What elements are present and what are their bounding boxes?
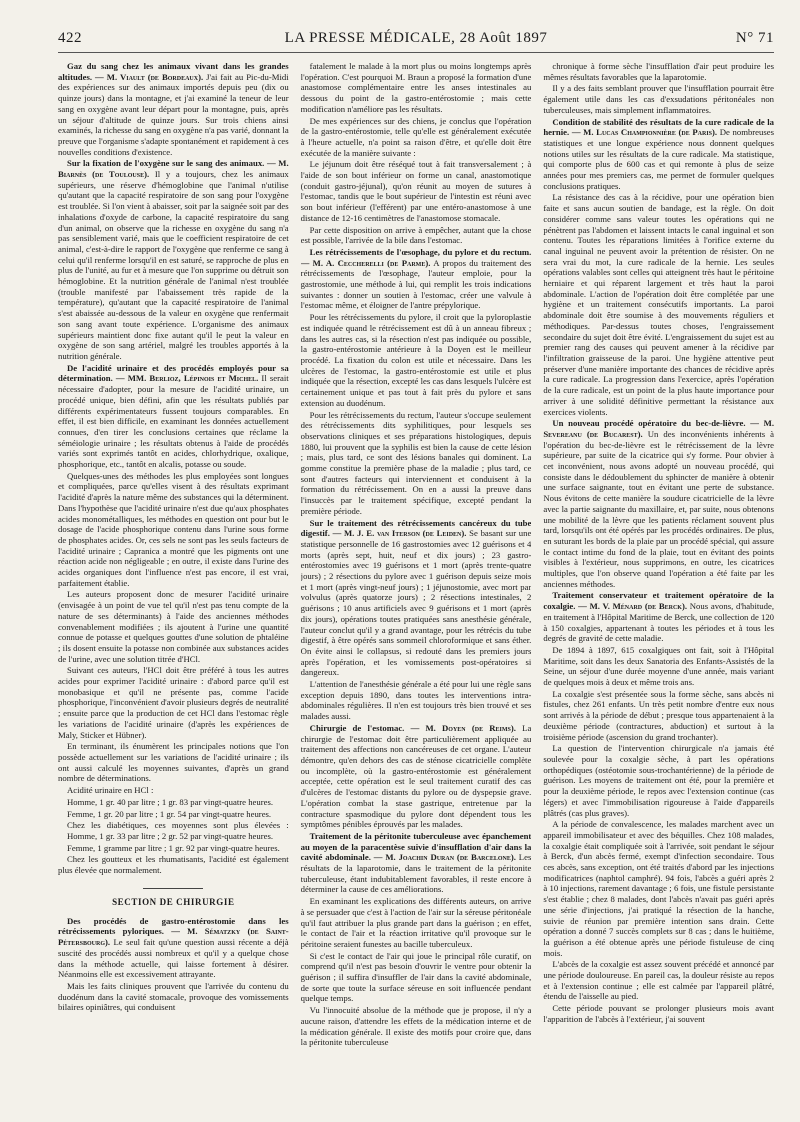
- paragraph-text: Suivant ces auteurs, l'HCl doit être préféré à tous les autres acides pour exprimer l'acidité urinaire : d'abord parce qu'il est monobasique et qu'il ne présente pas, comme l'acide phosphorique, l'inconvénient d'avoir plusieurs degrés de neutralité ; ensuite parce que la production de cet HCl dans l'estomac règle les variations de l'acidité urinaire (d'après les expériences de Maly, Sticker et Hübner).: [58, 665, 289, 740]
- paragraph: [301, 1005, 532, 1048]
- paragraph-text: chronique à forme sèche l'insufflation d'air peut produire les mêmes résultats favorables que la laparotomie.: [543, 61, 774, 82]
- paragraph-text: Nous avons, d'habitude, en traitement à l'Hôpital Maritime de Berck, une collection de 120 à 150 coxalgies, appartenant à toutes les périodes et à tous les degrés de gravité de cette maladie.: [543, 601, 774, 644]
- paragraph: [58, 61, 289, 157]
- paragraph: [301, 723, 532, 830]
- figure-line: [58, 843, 289, 854]
- article-author: — M. Joachin Duran (de Barcelone).: [370, 852, 516, 863]
- paragraph-text: Pour les rétrécissements du rectum, l'auteur s'occupe seulement des rétrécissements dits syphilitiques, pour lesquels ses observations cliniques et ses préparations histologiques, depuis 1880, lui prouvent que la syphilis est bien la cause de cette lésion ; mais, plus tard, ce sont des lésions banales qui dominent. La gomme constitue la première phase de la maladie ; plus tard, ce sont d'autres facteurs qui interviennent et conduisent à la formation du rétrécissement. On en a aussi la preuve dans l'insuccès par le traitement spécifique, excepté pendant la première période.: [300, 409, 532, 516]
- paragraph-text: En examinant les explications des différents auteurs, on arrive à se persuader que c'est à l'action de l'air sur la séreuse péritonéale qu'il faut attribuer la plus grande part dans la guérison ; en effet, le contact de l'air et la réaction irritative qu'il provoque sur le péritoine seraient funestes au bacille tuberculeux.: [300, 896, 532, 949]
- paragraph: [301, 159, 532, 223]
- article-heading: Traitement de la péritonite tuberculeuse avec épanchement au moyen de la paracentèse suivie d'insufflation d'air dans la cavité abdominale.: [300, 830, 532, 863]
- paragraph-text: Le jéjunum doit être réséqué tout à fait transversalement ; à l'aide de son bout inférieur on forme un canal, anastomotique (conduit gastro-jéjunal), qu'on réunit au moyen de sutures à l'estomac, tandis que le bout supérieur de l'intestin est réuni avec son bout inférieur (l'efférent) par une entéro-anastomose à une distance de 12-16 centimètres de l'anastomose stomacale.: [300, 159, 532, 223]
- column-3: [543, 61, 774, 1111]
- paragraph: [301, 951, 532, 1005]
- paragraph: [301, 679, 532, 722]
- figure-line: [58, 809, 289, 820]
- paragraph-text: Chez les diabétiques, ces moyennes sont plus élevées : Homme, 1 gr. 33 par litre ; 2 gr. 52 par vingt-quatre heures.: [67, 820, 289, 841]
- article-heading: Des procédés de gastro-entérostomie dans les rétrécissements pyloriques.: [58, 915, 289, 937]
- paragraph-text: Femme, 1 gr. 20 par litre ; 1 gr. 54 par vingt-quatre heures.: [67, 808, 272, 819]
- paragraph-text: fatalement le malade à la mort plus ou moins longtemps après l'opération. C'est pourquoi M. Braun a proposé la formation d'une anastomose complémentaire entre les anses intestinales au dessous du point de la gastro-entérostomie ; mais cette modification n'améliore pas les résultats.: [300, 61, 532, 114]
- figure-line: [58, 785, 289, 796]
- paragraph-text: Homme, 1 gr. 40 par litre ; 1 gr. 83 par vingt-quatre heures.: [67, 796, 274, 807]
- paragraph-text: A propos du traitement des rétrécissements de l'œsophage, l'auteur emploie, pour la gastrostomie, une méthode à lui, qui remplit les trois indications suivantes : donner un soutien à l'estomac, créer une valvule à l'estomac même, et éloigner de l'antre prépylorique.: [300, 257, 532, 311]
- article-author: — M. Severeanu (de Bucarest).: [543, 418, 774, 439]
- text-columns: [58, 61, 774, 1111]
- paragraph-text: Par cette disposition on arrive à empêcher, autant que la chose est possible, l'arrivée de la bile dans l'estomac.: [300, 224, 532, 246]
- paragraph: [58, 158, 289, 361]
- column-1: [58, 61, 289, 1111]
- paragraph-text: De mes expériences sur des chiens, je conclus que l'opération de la gastro-entérostomie, telle qu'elle est généralement exécutée à l'heure actuelle, n'a point sa raison d'être, et qu'elle doit être exécutée de la manière suivante :: [300, 115, 532, 158]
- paragraph: [301, 247, 532, 311]
- figure-line: [58, 797, 289, 808]
- paragraph-text: Femme, 1 gramme par litre ; 1 gr. 92 par vingt-quatre heures.: [67, 842, 280, 853]
- article-heading: Un nouveau procédé opératoire du bec-de-lièvre.: [552, 418, 746, 429]
- article-heading: Traitement conservateur et traitement opératoire de la coxalgie.: [543, 590, 774, 612]
- paragraph: [301, 896, 532, 950]
- paragraph-text: La chirurgie de l'estomac doit être particulièrement appliquée au traitement des affections non cancéreuses de cet organe. L'auteur démontre, qu'en dehors des cas de sténose cicatricielle complète ou incomplète, où la gastro-entérostomie est généralement acceptée, cette opération est le seul traitement curatif des cas d'ulcères de l'estomac distants du pylore ou de dyspepsie grave. L'opération combat la stase gastrique, entretenue par la contracture spasmodique du pylore dont dépendent tous les symptômes pénibles éprouvés par les malades.: [300, 722, 532, 830]
- paragraph-text: L'attention de l'anesthésie générale a été pour lui une règle sans exception depuis 1890, dans toutes les interventions intra-abdominales régulières. Il n'en est toujours très bien trouvé et ses malades aussi.: [300, 679, 532, 722]
- paragraph: [543, 819, 774, 958]
- paragraph-text: En terminant, ils énumèrent les principales notions que l'on possède actuellement sur les variations de l'acidité urinaire ; ils ont aussi calculé les moyennes suivantes, d'après un grand nombre de déterminations.: [58, 741, 289, 784]
- paragraph-text: La question de l'intervention chirurgicale n'a jamais été soulevée pour la coxalgie sèche, à part les opérations orthopédiques (ostéotomie sous-trochantérienne) de la période de guérison. Les moyens de traitement ont été, pour la première et pour la deuxième période, le repos avec l'extension continue (cas légers) et avec l'immobilisation rigoureuse à l'aide d'appareils plâtrés (cas plus graves).: [543, 743, 774, 818]
- paragraph: [301, 61, 532, 115]
- paragraph: [543, 689, 774, 743]
- paragraph: [543, 590, 774, 644]
- article-author: — M. Biarnès (de Toulouse).: [58, 158, 289, 180]
- article-author: — M. V. Ménard (de Berck).: [575, 601, 688, 612]
- paragraph-text: Mais les faits cliniques prouvent que l'arrivée du contenu du duodénum dans la cavité stomacale, provoque des vomissements bilaires opiniâtres, qui conduisent: [58, 980, 289, 1013]
- paragraph-text: La résistance des cas à la récidive, pour une opération bien faite et sans aucun soutien de bandage, est la règle. On doit considérer comme sans valeur toutes les opérations qui ne pénètrent pas l'abdomen et laissent intacts le canal inguinal et son contenu. Toutes les réparations limitées à l'orifice externe du canal inguinal ne peuvent avoir la prétention de résister. On ne sera vrai du mot, la cure radicale de la hernie. Les seules opérations valables sont celles qui atteignent très haut le péritoine herniaire et qui réparent largement et très haut la paroi abdominale. L'action de l'opération doit être complétée par une hygiène et un traitement consécutifs importants. La paroi abdominale doit être soumise à des mouvements réguliers et méthodiques. Par-dessus toutes choses, l'engraissement secondaire du sujet doit être évité. L'engraissement du sujet est au premier rang des causes qui peuvent amener à la récidive par l'infiltration graisseuse de la paroi. Une hygiène attentive peut préserver d'une manière importante des chances de récidive après la cure radicale. La progression dans l'exercice, après l'opération de la cure radicale, est un point de la plus haute importance pour arriver à une solidité définitive permettant la résistance aux exercices violents.: [543, 192, 774, 417]
- paragraph: [58, 471, 289, 589]
- article-heading: Chirurgie de l'estomac.: [309, 722, 405, 733]
- paragraph-text: A la période de convalescence, les malades marchent avec un appareil immobilisateur et avec des béquilles. Chez 108 malades, la coxalgie était compliquée soit à l'arrivée, soit pendant le séjour à Berck, d'un abcès fermé, exempt d'infection secondaire. Tous ces abcès, sans exception, ont été traités d'abord par les injections modificatrices (naphtol camphré). 94 fois, l'abcès a guéri après 2 à 10 injections, rarement davantage ; 6 fois, une fistule persistante s'est établie ; chez 8 malades, dont l'abcès n'avait pas guéri après une série d'injections, j'ai pratiqué la résection de la hanche, suivie de réunion par première intention sans drain. Cette opération a donné 7 succès complets sur 8 cas ; dans le huitième, la guérison a été obtenue après une période fistuleuse de cinq mois.: [543, 819, 774, 958]
- article-author: — M. Sématzky (de Saint-Pétersbourg).: [58, 926, 289, 948]
- article-heading: Sur la fixation de l'oxygène sur le sang des animaux.: [67, 158, 265, 169]
- paragraph: [543, 61, 774, 82]
- issue-number: N° 71: [735, 30, 774, 46]
- paragraph: [543, 83, 774, 115]
- paragraph: [543, 117, 774, 192]
- paragraph: [58, 854, 289, 875]
- paragraph: [543, 743, 774, 818]
- section-heading: SECTION DE CHIRURGIE: [58, 888, 289, 907]
- paragraph: [58, 363, 289, 470]
- paragraph: [543, 959, 774, 1002]
- page-number: 422: [58, 30, 82, 46]
- column-2: [301, 61, 532, 1111]
- paragraph-text: Cette période pouvant se prolonger plusieurs mois avant l'apparition de l'abcès à l'extérieur, j'ai souvent: [543, 1003, 774, 1024]
- paragraph: [301, 410, 532, 517]
- paragraph: [543, 418, 774, 589]
- article-author: — M. Viault (de Bordeaux).: [92, 71, 204, 82]
- paragraph: [58, 981, 289, 1013]
- paragraph: [58, 665, 289, 740]
- paragraph-text: Quelques-unes des méthodes les plus employées sont longues et compliquées, parce qu'elles visent à des résultats exprimant l'acidité d'après la nature même des substances qui la déterminent. Dans l'hypothèse que l'acidité urinaire n'est due qu'aux phosphates acides monométalliques, les méthodes en question ont pour but le dosage de l'acide phosphorique contenu dans l'urine sous forme de phosphates acides. Or, ces sels ne sont pas les seuls facteurs de l'acidité urinaire ; Capranica a montré que les pigments ont une réaction acide non négligeable ; en outre, il existe dans l'urine des acides organiques dont l'influence n'est pas encore, il est vrai, parfaitement établie.: [58, 470, 289, 588]
- paragraph-text: Chez les goutteux et les rhumatisants, l'acidité est également plus élevée que normalement.: [58, 854, 289, 876]
- article-heading: Gaz du sang chez les animaux vivant dans les grandes altitudes.: [58, 61, 289, 82]
- paragraph: [301, 312, 532, 408]
- paragraph: [543, 1003, 774, 1024]
- article-heading: Sur le traitement des rétrécissements cancéreux du tube digestif.: [300, 517, 532, 539]
- article-author: — M. Lucas Championnière (de Paris).: [569, 127, 718, 138]
- paragraph: [301, 831, 532, 895]
- paragraph-text: Il y a des faits semblant prouver que l'insufflation pourrait être également utile dans les cas d'exsudations péritonéales non tuberculeuses, mais simplement inflammatoires.: [543, 83, 774, 115]
- paragraph-text: De nombreuses statistiques et une longue expérience nous donnent quelques notions utiles sur les résultats de la cure radicale. Ma statistique, qui comporte plus de 600 cas et qui remonte à plus de seize années pour mes premiers cas, me permet de formuler quelques conclusions pratiques.: [543, 127, 774, 191]
- article-author: — M. A. Ceccherelli (de Parme).: [300, 257, 431, 268]
- paragraph-text: Il y a toujours, chez les animaux supérieurs, une réserve d'hémoglobine que l'animal n'utilise qu'autant que la capacité respiratoire de son sang pour l'oxygène est troublée. Si l'on vient à abaisser, soit par la saignée soit par des inhalations d'oxyde de carbone, la capacité respiratoire du sang d'un animal, on observe que la richesse en oxygène du sang n'a pas sensiblement varié, mais que le coefficient respiratoire de cet animal, c'est-à-dire le rapport de l'oxygène que renferme ce sang à celui qu'il renferme lorsqu'il en est saturé, se rapproche de plus en plus de l'unité, au fur et à mesure que l'on supprime ou détruit son hémoglobine. Et la nutrition générale de l'animal n'est troublée (trouble manifesté par l'abaissement très rapide de la température), qu'autant que la capacité respiratoire de l'animal s'est abaissée au-dessous de la valeur en oxygène que renfermait son sang avant toute expérience. L'organisme des animaux supérieurs maintient donc fixe autant qu'il le peut la valeur en oxygène de son sang artériel, malgré les troubles apportés à la nutrition générale.: [58, 169, 289, 361]
- article-heading: De l'acidité urinaire et des procédés employés pour sa détermination.: [58, 362, 289, 384]
- paragraph-text: Un des inconvénients inhérents à l'opération du bec-de-lièvre est le rétrécissement de la lèvre supérieure, par suite de la cicatrice qui s'y forme. Pour obvier à cet inconvénient, nous avons adopté un nouveau procédé, qui consiste dans le dédoublement du sphincter de manière à obtenir une surface saignante, tout en évitant une perte de substance. Nous évitons de cette manière la soudure cicatricielle de la lèvre avec la partie saignante du maxillaire, et, par suite, nous obtenons une mobilité de la lèvre que les patients réclament souvent plus tard, lorsqu'ils ont été opérés par les procédés ordinaires. De plus, en suturant les bords de la plaie par un procédé spécial, qui assure le contact intime du fond de la plaie, tout en évitant des points visibles à l'extérieur, nous supprimons, en outre, les cicatrices multiples, que l'on observe quand l'opération a été faite par les anciennes méthodes.: [543, 428, 774, 589]
- paragraph-text: L'abcès de la coxalgie est assez souvent précédé et annoncé par une période douloureuse. En pareil cas, la douleur résiste au repos et à l'extension continue ; elle est calmée par l'appareil plâtré, étendu de l'aisselle au pied.: [543, 959, 774, 1002]
- article-heading: Les rétrécissements de l'œsophage, du pylore et du rectum.: [309, 246, 532, 257]
- paragraph: [58, 589, 289, 664]
- paragraph-text: Il serait nécessaire d'adopter, pour la mesure de l'acidité urinaire, un procédé unique, bien défini, afin que les résultats publiés par différents expérimentateurs fussent toujours comparables. En effet, il est bien difficile, en examinant les données actuellement connues, d'en tirer les conclusions certaines que réclame la séméiologie urinaire ; les résultats obtenus à l'aide de procédés variés sont exprimés tantôt en acides, chlorhydrique, oxalique, phosphorique, etc., tantôt en alcalis, potasse ou soude.: [58, 373, 289, 470]
- paragraph-text: Vu l'innocuité absolue de la méthode que je propose, il n'y a aucune raison, d'attendre les effets de la médication interne et de la médication générale. Il existe des motifs pour croire que, dans la péritonite tuberculeuse: [300, 1005, 532, 1048]
- paragraph: [301, 116, 532, 159]
- paragraph: [58, 741, 289, 784]
- article-author: — M. J. E. van Iterson (de Leiden).: [329, 528, 467, 539]
- paragraph-text: Si c'est le contact de l'air qui joue le principal rôle curatif, on comprend qu'il n'est pas besoin d'ouvrir le ventre pour obtenir la guérison ; il suffira d'insuffler de l'air dans la cavité abdominale, de sorte que toute la surface séreuse en soit influencée pendant quelque temps.: [300, 950, 532, 1004]
- paragraph-text: Se basant sur une statistique personnelle de 16 gastrostomies avec 12 guérisons et 4 morts (après sept, huit, neuf et dix jours) ; 23 gastro-entérostomies avec 19 guérisons et 1 mort (après trente-quatre jours) ; 2 résections du pylore avec 1 guérison depuis seize mois et 1 mort (après vingt-neuf jours) ; 1 jéjunostomie, avec mort par volvulus (après quatorze jours) ; 2 résections intestinales, 2 guérisons ; 10 anus artificiels avec 9 guérisons et 1 mort (après dix jours), opérations toutes pratiquées sans anesthésie générale, l'auteur conclut qu'il y a grand avantage, pour les rétrécis du tube digestif, à être opérés sans sommeil chloroformique et sans éther. On évite ainsi le collapsus, si redouté dans les premiers jours après l'opération, et les vomissements post-opératoires si dangereux.: [300, 528, 532, 678]
- paragraph: [301, 518, 532, 679]
- page-header: [58, 30, 774, 53]
- paragraph-text: Les auteurs proposent donc de mesurer l'acidité urinaire (envisagée à un point de vue tel qu'il n'est pas tenu compte de la nature de ses déterminants) à l'aide des anciennes méthodes convenablement modifiées ; ils ajoutent à l'urine une quantité connue de potasse et quelques gouttes d'une solution de phtaléine ; ils dosent ensuite la potasse non combinée aux substances acides de l'urine, avec une solution titrée d'HCl.: [58, 589, 289, 664]
- article-heading: Condition de stabilité des résultats de la cure radicale de la hernie.: [543, 116, 774, 138]
- article-author: — M. Doyen (de Reims).: [404, 722, 516, 733]
- paragraph: [543, 645, 774, 688]
- paragraph: [301, 225, 532, 246]
- paragraph-text: La coxalgie s'est présentée sous la forme sèche, sans abcès ni fistules, chez 261 enfants. Un très petit nombre d'entre eux nous sont arrivés à la période de début ; presque tous appartenaient à la deuxième période (contractures, abduction) et surtout à la troisième période (ascension du grand trochanter).: [543, 688, 774, 742]
- paragraph: [58, 916, 289, 980]
- paragraph: [543, 192, 774, 417]
- paragraph-text: De 1894 à 1897, 615 coxalgiques ont fait, soit à l'Hôpital Maritime, soit dans les deux Sanatoria des Enfants-Assistés de la Seine, un séjour d'une durée moyenne d'une année, mais variant de quelques mois à deux et même trois ans.: [543, 644, 774, 688]
- paragraph-text: J'ai fait au Pic-du-Midi des expériences sur des animaux importés depuis peu (dix ou quinze jours) dans la montagne, et j'ai examiné la teneur de leur sang en oxygène avant leur départ pour la montagne, puis, après un séjour d'altitude de quinze jours. Sur trois chiens ainsi examinés, la richesse du sang en oxygène n'a pas varié, donnant la preuve que l'organisme s'adapte spontanément et rapidement à ces nouvelles conditions d'existence.: [58, 71, 289, 157]
- paragraph-text: Acidité urinaire en HCl :: [67, 785, 154, 796]
- article-author: — MM. Berlioz, Lépinois et Michel.: [112, 373, 259, 384]
- paragraph-text: Le seul fait qu'une question aussi récente a déjà suscité des procédés aussi nombreux et qu'il y a quelque chose dans la méthode actuelle, qui laisse fortement à désirer. Néanmoins elle est excessivement attrayante.: [58, 937, 289, 980]
- journal-title: LA PRESSE MÉDICALE, 28 Août 1897: [284, 30, 548, 46]
- figure-line: [58, 820, 289, 841]
- paragraph-text: Les résultats de la laparotomie, dans le traitement de la péritonite tuberculeuse, étant indubitablement favorables, il reste encore à déterminer la cause de ces améliorations.: [300, 852, 532, 895]
- paragraph-text: Pour les rétrécissements du pylore, il croit que la pyloroplastie est indiquée quand le rétrécissement est dû à un anneau fibreux ; dans les autres cas, si la résection n'est pas indiquée ou possible, la gastro-entérostomie antérieure à la Doyen est le meilleur procédé. La fixation du colon est utile et nécessaire. Dans les ulcères de l'estomac, la gastro-entérostomie est utile et plus indiquée que la résection, excepté les cas dans lesquels l'ulcère est certainement unique et pas tout à fait près du pylore et sans extension au duodénum.: [300, 312, 532, 408]
